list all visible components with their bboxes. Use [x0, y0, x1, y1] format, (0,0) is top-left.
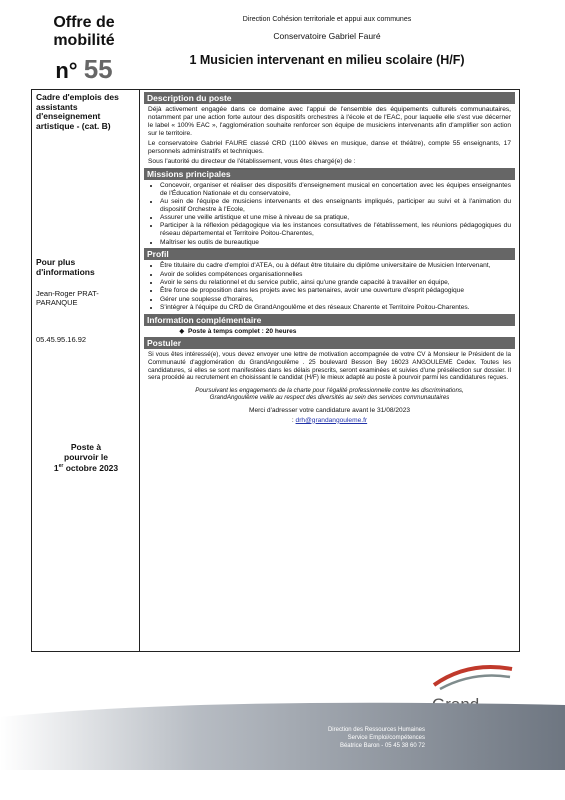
poste-line-1: Poste à	[70, 442, 102, 452]
offer-badge	[34, 14, 134, 85]
footer-line-1: Direction des Ressources Humaines	[327, 727, 425, 733]
info-list	[148, 328, 511, 336]
job-title: 1 Musicien intervenant en milieu scolaire (H/F)	[189, 53, 465, 67]
offer-number	[34, 54, 134, 85]
mission-item: • Au sein de l'équipe de musiciens intervenants et des enseignants impliqués, participer au suivi et à l'animation du dispositif Orchestre à l'Ecole,	[160, 198, 511, 214]
description-heading: Description du poste	[144, 92, 515, 104]
missions-list	[148, 182, 511, 246]
info-label: Pour plus d'informations	[36, 257, 95, 277]
contact-name: Jean-Roger PRAT-PARANQUE	[36, 289, 99, 307]
profil-item: • Être force de proposition dans les projets avec les partenaires, avoir une ouverture d'esprit pédagogique	[160, 287, 511, 295]
poste-line-3	[36, 462, 136, 473]
poste-day-suffix: er	[58, 463, 64, 469]
merci-text: Merci d'adresser votre candidature avant le 31/08/2023	[248, 406, 411, 414]
profil-list	[148, 262, 511, 311]
mission-item: • Maîtriser les outils de bureautique	[160, 239, 511, 247]
poste-line-2: pourvoir le	[64, 451, 108, 462]
footer-wave-icon	[0, 695, 565, 770]
header-titles	[142, 16, 512, 67]
poste-date	[36, 443, 136, 473]
poste-month-year: octobre 2023	[63, 462, 119, 473]
info-heading: Information complémentaire	[144, 314, 515, 326]
email-link[interactable]: drh@grandangouleme.fr	[295, 416, 368, 424]
offer-label-1: Offre de	[53, 14, 115, 31]
profil-item: • Être titulaire du cadre d'emploi d'ATEA, ou à défaut être titulaire du diplôme universitaire de Musicien Intervenant,	[160, 262, 511, 270]
service-name: Conservatoire Gabriel Fauré	[273, 31, 381, 41]
email-prefix: :	[291, 416, 296, 424]
description-paragraph-3: Sous l'autorité du directeur de l'établissement, vous êtes chargé(e) de :	[148, 158, 356, 165]
profil-heading: Profil	[144, 248, 515, 260]
offer-label-2: mobilité	[53, 32, 115, 49]
footer-line-2: Service Emploi/compétences	[347, 735, 425, 741]
direction-name: Direction Cohésion territoriale et appui aux communes	[242, 16, 412, 23]
contact-phone: 05.45.95.16.92	[36, 335, 87, 344]
footer-band	[0, 695, 565, 770]
profil-item: • S'intégrer à l'équipe du CRD de GrandAngoulême et des réseaux Charente et Territoire Poitou-Charentes.	[160, 304, 511, 312]
email-line	[148, 417, 511, 425]
offer-frame	[31, 89, 520, 652]
footer-contact	[328, 726, 425, 750]
description-paragraph-1: Déjà activement engagée dans ce domaine avec l'appui de l'ensemble des équipements culturels communautaires, notamment par une action forte autour des dispositifs orchestres à l'école et de l'EAC, pour laquelle elle s'est vue décerner le label « 100% EAC », l'agglomération souhaite renforcer son équipe de musiciens intervenants afin d'amplifier son action sur le territoire.	[148, 106, 511, 137]
cadre-label: Cadre d'emplois des assistants d'enseignement artistique - (cat. B)	[36, 92, 119, 131]
offer-number-prefix: n°	[55, 58, 78, 83]
profil-item: • Avoir le sens du relationnel et du service public, ainsi qu'une grande capacité à travailler en équipe,	[160, 279, 511, 287]
mission-item: • Participer à la réflexion pédagogique via les instances consultatives de l'établissement, les réunions pédagogiques du réseau départemental et Territoire Poitou-Charentes,	[160, 222, 511, 238]
offer-number-value: 55	[83, 54, 113, 84]
profil-item: • Avoir de solides compétences organisationnelles	[160, 271, 511, 279]
postuler-paragraph: Si vous êtes intéressé(e), vous devez envoyer une lettre de motivation accompagnée de votre CV à Monsieur le Président de la Communauté d'agglomération du GrandAngoulême . 25 boulevard Besson Bey 16023 ANGOULEME Cedex. Toutes les candidatures, si elles se sont manifestées dans les délais prescrits, seront examinées et suivies d'une présélection sur dossier. Il sera procédé au recrutement en choisissant le candidat (H/F) le mieux adapté au poste à pourvoir parmi les candidatures reçues.	[148, 351, 511, 382]
mission-item: • Assurer une veille artistique et une mise à niveau de sa pratique,	[160, 214, 511, 222]
profil-item: • Gérer une souplesse d'horaires,	[160, 296, 511, 304]
mission-item: • Concevoir, organiser et réaliser des dispositifs d'enseignement musical en concertation avec les équipes enseignantes de l'Éducation Nationale et du conservatoire,	[160, 182, 511, 198]
missions-heading: Missions principales	[144, 168, 515, 180]
description-paragraph-2: Le conservatoire Gabriel FAURE classé CRD (1100 élèves en musique, danse et théâtre), compte 55 enseignants, 17 personnels administratifs et techniques.	[148, 140, 511, 155]
postuler-heading: Postuler	[144, 337, 515, 349]
info-item: ◆ Poste à temps complet : 20 heures	[188, 328, 511, 336]
poste-day: 1	[53, 462, 59, 473]
right-column	[140, 90, 519, 651]
footer-line-3: Béatrice Baron - 05 45 38 60 72	[339, 743, 425, 749]
left-column	[32, 90, 140, 651]
charte-text: Poursuivant les engagements de la charte pour l'égalité professionnelle contre les discriminations, GrandAngoulême veille au respect des diversités au sein des services communautaires	[195, 386, 464, 402]
